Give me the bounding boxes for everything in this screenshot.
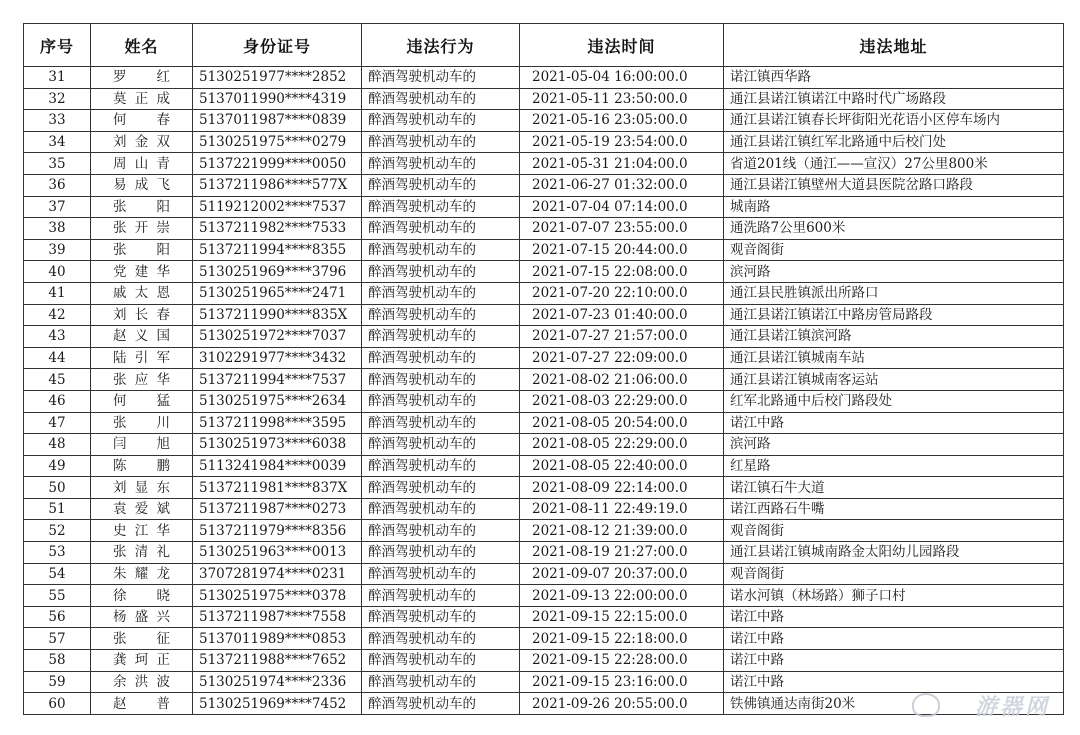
cell-violation: 醉酒驾驶机动车的 [362,628,520,650]
cell-serial: 45 [24,369,91,391]
cell-violation-address: 红星路 [724,455,1064,477]
table-row [24,88,1064,110]
cell-id-number: 5137011989****0853 [193,628,362,650]
cell-serial: 54 [24,563,91,585]
cell-name: 闫旭 [91,434,193,456]
cell-id-number: 5137211998****3595 [193,412,362,434]
table-row [24,650,1064,672]
cell-name: 史江华 [91,520,193,542]
cell-name: 杨盛兴 [91,606,193,628]
cell-serial: 35 [24,153,91,175]
table-row [24,671,1064,693]
cell-serial: 41 [24,282,91,304]
cell-violation: 醉酒驾驶机动车的 [362,542,520,564]
cell-violation-time: 2021-08-12 21:39:00.0 [520,520,724,542]
cell-id-number: 5137211990****835X [193,304,362,326]
cell-id-number: 5130251972****7037 [193,326,362,348]
cell-violation-address: 诺水河镇（林场路）狮子口村 [724,585,1064,607]
cell-id-number: 5130251975****0378 [193,585,362,607]
table-row [24,239,1064,261]
cell-violation: 醉酒驾驶机动车的 [362,369,520,391]
cell-violation-time: 2021-09-15 22:18:00.0 [520,628,724,650]
cell-violation-time: 2021-08-05 22:40:00.0 [520,455,724,477]
cell-id-number: 5130251965****2471 [193,282,362,304]
table-row [24,282,1064,304]
cell-violation-time: 2021-08-09 22:14:00.0 [520,477,724,499]
cell-name: 刘显东 [91,477,193,499]
cell-serial: 33 [24,110,91,132]
cell-violation-address: 诺江中路 [724,650,1064,672]
cell-name: 刘金双 [91,131,193,153]
cell-id-number: 5137211982****7533 [193,218,362,240]
cell-name: 罗红 [91,67,193,89]
cell-name: 何春 [91,110,193,132]
table-row [24,131,1064,153]
table-header-row [24,24,1064,67]
cell-id-number: 5137211979****8356 [193,520,362,542]
cell-violation: 醉酒驾驶机动车的 [362,563,520,585]
table-row [24,693,1064,715]
cell-violation-address: 观音阁街 [724,239,1064,261]
cell-violation: 醉酒驾驶机动车的 [362,174,520,196]
cell-id-number: 5130251975****2634 [193,390,362,412]
cell-name: 龚珂正 [91,650,193,672]
table-body [24,67,1064,715]
cell-name: 周山青 [91,153,193,175]
cell-violation-address: 诺江镇西华路 [724,67,1064,89]
cell-violation-time: 2021-09-15 22:28:00.0 [520,650,724,672]
cell-violation-address: 诺江西路石牛嘴 [724,498,1064,520]
table-row [24,110,1064,132]
cell-name: 张征 [91,628,193,650]
cell-serial: 48 [24,434,91,456]
cell-violation: 醉酒驾驶机动车的 [362,110,520,132]
cell-violation-address: 通洗路7公里600米 [724,218,1064,240]
table-row [24,628,1064,650]
cell-name: 陆引军 [91,347,193,369]
cell-violation: 醉酒驾驶机动车的 [362,282,520,304]
cell-violation-time: 2021-07-15 22:08:00.0 [520,261,724,283]
cell-violation-address: 通江县诺江镇城南车站 [724,347,1064,369]
cell-name: 赵义国 [91,326,193,348]
cell-serial: 36 [24,174,91,196]
cell-violation: 醉酒驾驶机动车的 [362,347,520,369]
table-row [24,563,1064,585]
cell-serial: 58 [24,650,91,672]
cell-violation-address: 城南路 [724,196,1064,218]
table-row [24,347,1064,369]
cell-id-number: 5137211987****0273 [193,498,362,520]
table-row [24,369,1064,391]
cell-violation: 醉酒驾驶机动车的 [362,261,520,283]
cell-serial: 38 [24,218,91,240]
cell-id-number: 5130251963****0013 [193,542,362,564]
cell-violation-address: 通江县诺江镇诺江中路房管局路段 [724,304,1064,326]
cell-violation-time: 2021-09-15 23:16:00.0 [520,671,724,693]
cell-violation: 醉酒驾驶机动车的 [362,693,520,715]
table-row [24,174,1064,196]
cell-id-number: 5130251973****6038 [193,434,362,456]
cell-violation-address: 通江县诺江镇滨河路 [724,326,1064,348]
cell-violation: 醉酒驾驶机动车的 [362,196,520,218]
cell-violation-time: 2021-09-07 20:37:00.0 [520,563,724,585]
cell-violation-address: 观音阁街 [724,520,1064,542]
cell-id-number: 5130251975****0279 [193,131,362,153]
cell-violation-time: 2021-08-02 21:06:00.0 [520,369,724,391]
cell-violation: 醉酒驾驶机动车的 [362,520,520,542]
cell-violation-address: 通江县诺江镇诺江中路时代广场路段 [724,88,1064,110]
cell-violation-address: 观音阁街 [724,563,1064,585]
cell-violation-address: 省道201线（通江——宣汉）27公里800米 [724,153,1064,175]
cell-violation: 醉酒驾驶机动车的 [362,88,520,110]
table-row [24,196,1064,218]
cell-violation-time: 2021-08-11 22:49:19.0 [520,498,724,520]
cell-name: 张阳 [91,196,193,218]
cell-name: 张阳 [91,239,193,261]
cell-violation: 醉酒驾驶机动车的 [362,239,520,261]
cell-name: 莫正成 [91,88,193,110]
cell-serial: 52 [24,520,91,542]
header-violation: 违法行为 [362,24,520,67]
cell-violation-address: 红军北路通中后校门路段处 [724,390,1064,412]
cell-violation-time: 2021-09-15 22:15:00.0 [520,606,724,628]
watermark-text: 游器网 [974,695,1050,720]
cell-violation-address: 诺江中路 [724,606,1064,628]
cell-violation-address: 诺江中路 [724,671,1064,693]
cell-serial: 40 [24,261,91,283]
cell-violation: 醉酒驾驶机动车的 [362,606,520,628]
cell-violation-address: 通江县民胜镇派出所路口 [724,282,1064,304]
cell-id-number: 5137211988****7652 [193,650,362,672]
table-row [24,498,1064,520]
cell-violation-time: 2021-07-20 22:10:00.0 [520,282,724,304]
cell-serial: 55 [24,585,91,607]
cell-id-number: 5119212002****7537 [193,196,362,218]
cell-violation: 醉酒驾驶机动车的 [362,153,520,175]
cell-id-number: 3102291977****3432 [193,347,362,369]
cell-name: 张清礼 [91,542,193,564]
cell-name: 党建华 [91,261,193,283]
cell-name: 徐晓 [91,585,193,607]
cell-violation-address: 诺江镇石牛大道 [724,477,1064,499]
cell-violation-time: 2021-05-11 23:50:00.0 [520,88,724,110]
cell-violation: 醉酒驾驶机动车的 [362,218,520,240]
cell-violation-time: 2021-08-19 21:27:00.0 [520,542,724,564]
cell-violation: 醉酒驾驶机动车的 [362,671,520,693]
cell-violation-address: 诺江中路 [724,628,1064,650]
table-row [24,434,1064,456]
table-row [24,304,1064,326]
cell-id-number: 5137211994****8355 [193,239,362,261]
cell-serial: 31 [24,67,91,89]
cell-violation-address: 通江县诺江镇春长坪街阳光花语小区停车场内 [724,110,1064,132]
cell-violation-time: 2021-07-07 23:55:00.0 [520,218,724,240]
table-row [24,412,1064,434]
cell-serial: 37 [24,196,91,218]
table-row [24,542,1064,564]
table-row [24,261,1064,283]
cell-name: 张应华 [91,369,193,391]
cell-name: 张川 [91,412,193,434]
cell-id-number: 5137011990****4319 [193,88,362,110]
table-row [24,218,1064,240]
cell-serial: 60 [24,693,91,715]
cell-serial: 59 [24,671,91,693]
violation-table-container [23,23,1063,715]
cell-name: 何猛 [91,390,193,412]
cell-serial: 49 [24,455,91,477]
header-violation-address: 违法地址 [724,24,1064,67]
cell-violation: 醉酒驾驶机动车的 [362,67,520,89]
cell-id-number: 5137211981****837X [193,477,362,499]
cell-violation: 醉酒驾驶机动车的 [362,477,520,499]
cell-id-number: 5137011987****0839 [193,110,362,132]
cell-violation: 醉酒驾驶机动车的 [362,498,520,520]
cell-violation-time: 2021-07-04 07:14:00.0 [520,196,724,218]
cell-serial: 57 [24,628,91,650]
cell-id-number: 5137211987****7558 [193,606,362,628]
table-row [24,67,1064,89]
cell-serial: 53 [24,542,91,564]
cell-violation-time: 2021-05-16 23:05:00.0 [520,110,724,132]
cell-violation-address: 通江县诺江镇城南客运站 [724,369,1064,391]
cell-name: 陈鹏 [91,455,193,477]
cell-violation: 醉酒驾驶机动车的 [362,650,520,672]
cell-violation: 醉酒驾驶机动车的 [362,585,520,607]
cell-name: 朱耀龙 [91,563,193,585]
header-violation-time: 违法时间 [520,24,724,67]
cell-violation-time: 2021-05-04 16:00:00.0 [520,67,724,89]
cell-id-number: 5130251974****2336 [193,671,362,693]
cell-name: 袁爱斌 [91,498,193,520]
table-row [24,153,1064,175]
cell-serial: 51 [24,498,91,520]
cell-id-number: 5137211986****577X [193,174,362,196]
cell-serial: 47 [24,412,91,434]
cell-id-number: 5137221999****0050 [193,153,362,175]
cell-violation: 醉酒驾驶机动车的 [362,455,520,477]
cell-violation-address: 滨河路 [724,434,1064,456]
cell-id-number: 5130251969****3796 [193,261,362,283]
cell-violation-time: 2021-05-31 21:04:00.0 [520,153,724,175]
cell-violation: 醉酒驾驶机动车的 [362,326,520,348]
header-name: 姓名 [91,24,193,67]
cell-violation: 醉酒驾驶机动车的 [362,390,520,412]
cell-violation-time: 2021-08-03 22:29:00.0 [520,390,724,412]
cell-serial: 42 [24,304,91,326]
cell-violation-time: 2021-06-27 01:32:00.0 [520,174,724,196]
cell-violation: 醉酒驾驶机动车的 [362,412,520,434]
cell-violation: 醉酒驾驶机动车的 [362,131,520,153]
table-row [24,455,1064,477]
cell-serial: 50 [24,477,91,499]
table-row [24,326,1064,348]
table-row [24,520,1064,542]
cell-name: 张开崇 [91,218,193,240]
table-row [24,477,1064,499]
cell-violation-time: 2021-07-15 20:44:00.0 [520,239,724,261]
cell-violation-address: 通江县诺江镇红军北路通中后校门处 [724,131,1064,153]
cell-id-number: 5137211994****7537 [193,369,362,391]
cell-violation: 醉酒驾驶机动车的 [362,304,520,326]
cell-violation-time: 2021-07-27 22:09:00.0 [520,347,724,369]
cell-name: 赵普 [91,693,193,715]
cell-serial: 43 [24,326,91,348]
header-id-number: 身份证号 [193,24,362,67]
cell-id-number: 5130251977****2852 [193,67,362,89]
cell-violation-time: 2021-07-23 01:40:00.0 [520,304,724,326]
cell-serial: 56 [24,606,91,628]
header-serial: 序号 [24,24,91,67]
cell-violation-time: 2021-09-13 22:00:00.0 [520,585,724,607]
cell-serial: 46 [24,390,91,412]
cell-id-number: 3707281974****0231 [193,563,362,585]
cell-violation-time: 2021-07-27 21:57:00.0 [520,326,724,348]
cell-violation-address: 诺江中路 [724,412,1064,434]
cell-name: 易成飞 [91,174,193,196]
violation-table [23,23,1064,715]
table-row [24,606,1064,628]
cell-serial: 32 [24,88,91,110]
cell-violation-time: 2021-09-26 20:55:00.0 [520,693,724,715]
cell-violation-time: 2021-05-19 23:54:00.0 [520,131,724,153]
cell-name: 戚太恩 [91,282,193,304]
cell-id-number: 5130251969****7452 [193,693,362,715]
watermark-icon [912,693,940,717]
cell-name: 刘长春 [91,304,193,326]
table-row [24,585,1064,607]
cell-name: 余洪波 [91,671,193,693]
table-row [24,390,1064,412]
cell-violation-address: 铁佛镇通达南街20米 [724,693,1064,715]
cell-violation-time: 2021-08-05 22:29:00.0 [520,434,724,456]
cell-violation-time: 2021-08-05 20:54:00.0 [520,412,724,434]
cell-serial: 39 [24,239,91,261]
cell-serial: 44 [24,347,91,369]
cell-violation: 醉酒驾驶机动车的 [362,434,520,456]
cell-id-number: 5113241984****0039 [193,455,362,477]
cell-violation-address: 通江县诺江镇城南路金太阳幼儿园路段 [724,542,1064,564]
cell-violation-address: 滨河路 [724,261,1064,283]
cell-violation-address: 通江县诺江镇壁州大道县医院岔路口路段 [724,174,1064,196]
cell-serial: 34 [24,131,91,153]
